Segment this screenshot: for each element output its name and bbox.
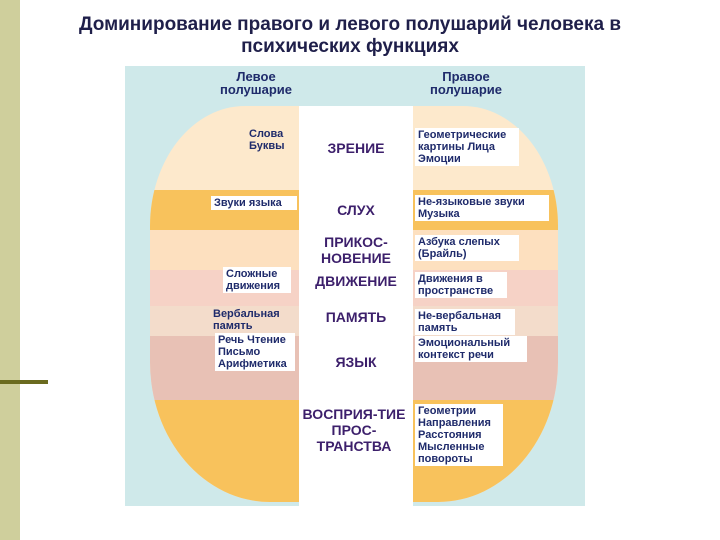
right-touch-label: Азбука слепых (Брайль) <box>415 235 519 261</box>
left-language-label: Речь Чтение Письмо Арифметика <box>215 333 295 371</box>
left-vision-label: Слова Буквы <box>249 128 285 152</box>
slide-accent-line <box>0 380 48 384</box>
function-vision: ЗРЕНИЕ <box>327 140 385 156</box>
right-movement-label: Движения в пространстве <box>415 272 507 298</box>
right-language-label: Эмоциональный контекст речи <box>415 336 527 362</box>
left-movement-label: Сложные движения <box>223 267 291 293</box>
function-touch: ПРИКОС-НОВЕНИЕ <box>321 234 391 266</box>
function-space: ВОСПРИЯ-ТИЕ ПРОС-ТРАНСТВА <box>302 406 406 454</box>
slide-title: Доминирование правого и левого полушарий человека в психических функциях <box>78 14 622 57</box>
right-memory-label: Не-вербальная память <box>415 309 515 335</box>
right-space-label: Геометрии Направления Расстояния Мысленные повороты <box>415 404 503 466</box>
left-hemisphere-header: Левое полушарие <box>219 69 292 97</box>
function-movement: ДВИЖЕНИЕ <box>315 273 397 289</box>
left-hearing-label: Звуки языка <box>211 196 297 210</box>
function-hearing: СЛУХ <box>337 202 375 218</box>
function-language: ЯЗЫК <box>335 354 377 370</box>
left-memory-label: Вербальная память <box>213 308 280 332</box>
function-memory: ПАМЯТЬ <box>325 309 387 325</box>
slide-side-band <box>0 0 20 540</box>
brain-diagram <box>125 66 585 506</box>
right-vision-label: Геометрические картины Лица Эмоции <box>415 128 519 166</box>
right-hemisphere-header: Правое полушарие <box>429 69 502 97</box>
right-hearing-label: Не-языковые звуки Музыка <box>415 195 549 221</box>
